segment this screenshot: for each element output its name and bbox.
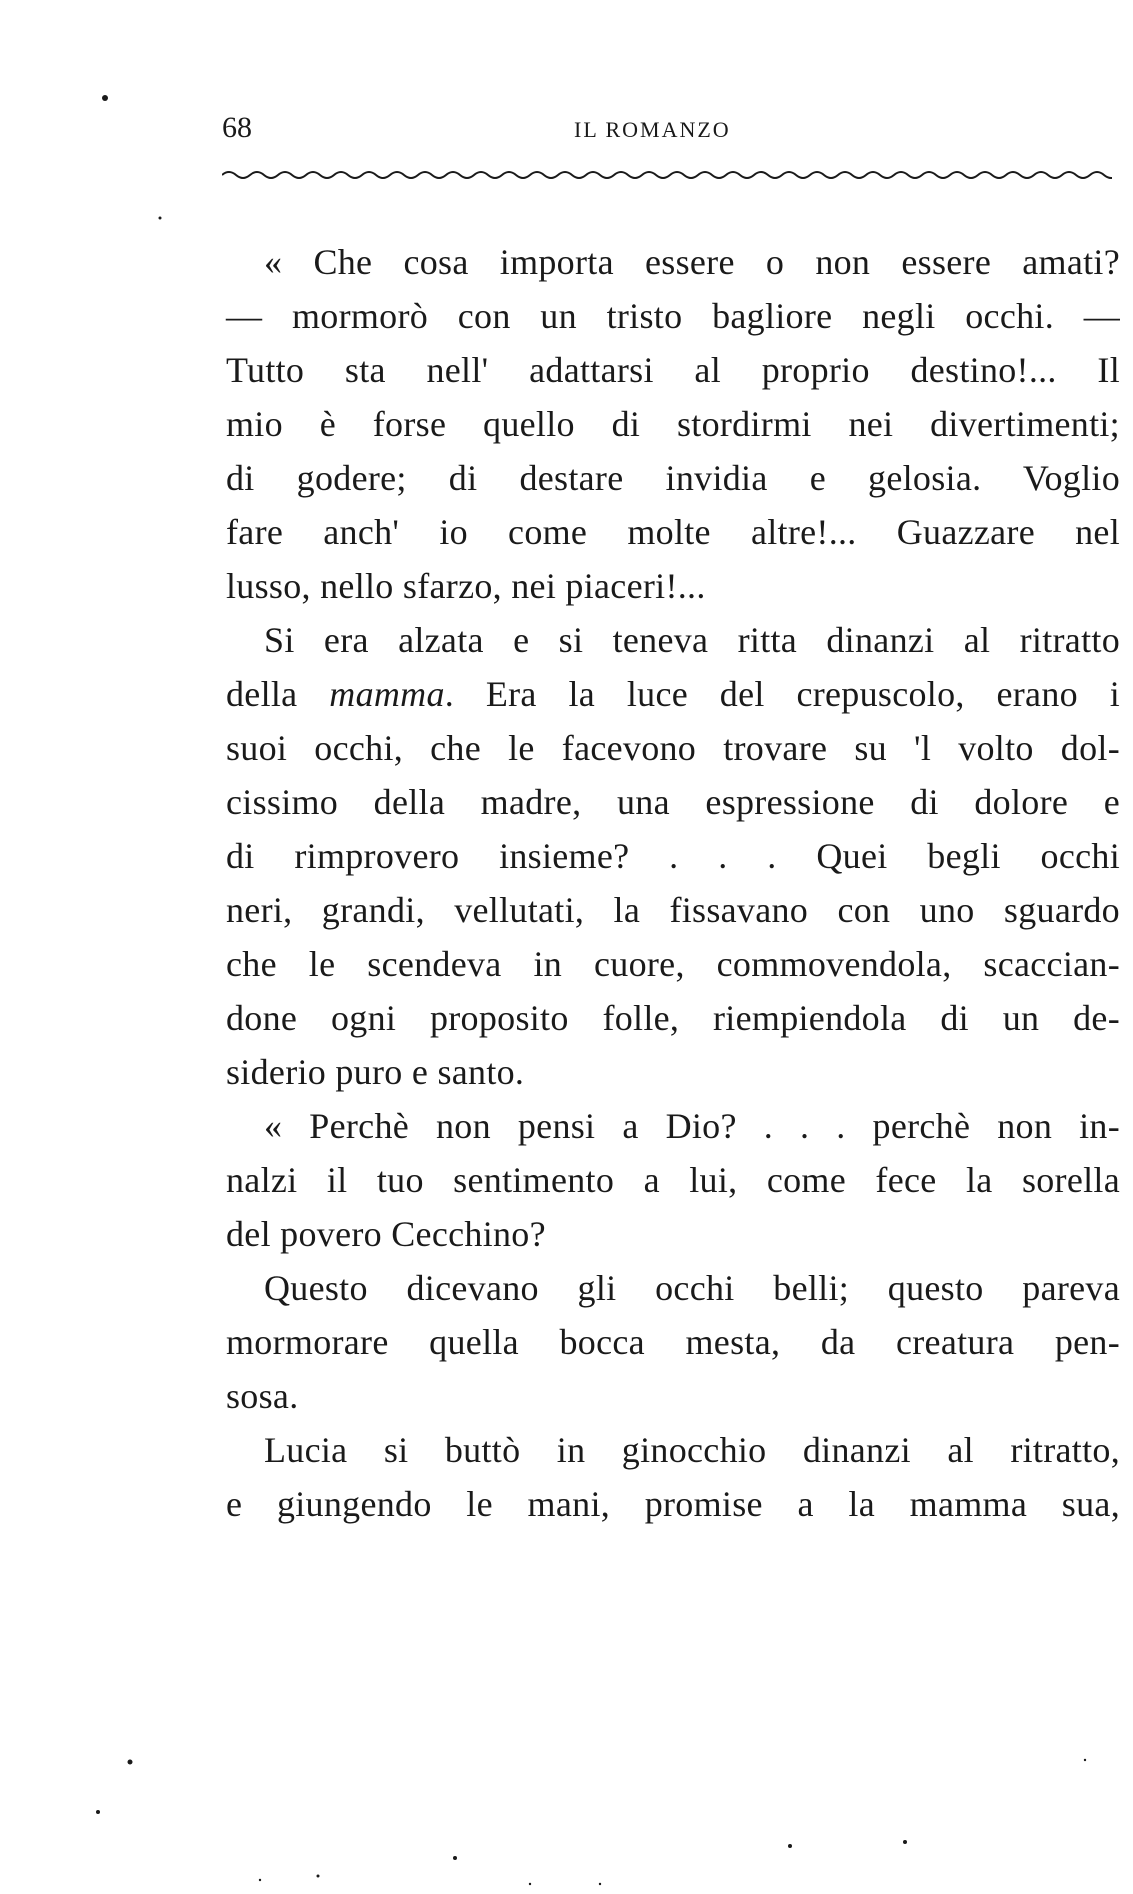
wavy-rule-ornament [222, 166, 1112, 184]
text-line: mio è forse quello di stordirmi nei divertimenti; [226, 404, 1120, 444]
text-span: della [226, 674, 298, 714]
italic-word: mamma [329, 674, 445, 714]
text-line: Questo dicevano gli occhi belli; questo pareva [264, 1268, 1120, 1308]
text-line: done ogni proposito folle, riempiendola di un de- [226, 998, 1120, 1038]
text-line: nalzi il tuo sentimento a lui, come fece la sorella [226, 1160, 1120, 1200]
paragraph-2 [226, 613, 1120, 1099]
text-line: e giungendo le mani, promise a la mamma sua, [226, 1484, 1120, 1524]
text-line: « Che cosa importa essere o non essere amati? [264, 242, 1120, 282]
text-line: fare anch' io come molte altre!... Guazzare nel [226, 512, 1120, 552]
text-line: cissimo della madre, una espressione di dolore e [226, 782, 1120, 822]
text-line: che le scendeva in cuore, commovendola, scaccian- [226, 944, 1120, 984]
text-line: « Perchè non pensi a Dio? . . . perchè non in- [264, 1106, 1120, 1146]
text-line-mixed [226, 667, 1120, 721]
paragraph-3 [226, 1099, 1120, 1261]
paragraph-1 [226, 235, 1120, 613]
text-line: suoi occhi, che le facevono trovare su 'l volto dol- [226, 728, 1120, 768]
text-span: . Era la luce del crepuscolo, erano i [444, 674, 1121, 714]
paragraph-5 [226, 1423, 1120, 1531]
page-header [222, 108, 1112, 148]
text-line: lusso, nello sfarzo, nei piaceri!... [226, 566, 706, 606]
text-line: neri, grandi, vellutati, la fissavano con uno sguardo [226, 890, 1120, 930]
running-title: IL ROMANZO [574, 117, 731, 142]
text-line: di godere; di destare invidia e gelosia. Voglio [226, 458, 1120, 498]
text-line: — mormorò con un tristo bagliore negli occhi. — [226, 296, 1120, 336]
text-line: del povero Cecchino? [226, 1214, 546, 1254]
text-line: di rimprovero insieme? . . . Quei begli occhi [226, 836, 1120, 876]
text-line: Lucia si buttò in ginocchio dinanzi al ritratto, [264, 1430, 1120, 1470]
text-line: siderio puro e santo. [226, 1052, 525, 1092]
paragraph-4 [226, 1261, 1120, 1423]
body-text [226, 235, 1120, 1531]
text-line: Tutto sta nell' adattarsi al proprio destino!... Il [226, 350, 1120, 390]
text-line: sosa. [226, 1376, 299, 1416]
text-line: Si era alzata e si teneva ritta dinanzi al ritratto [264, 620, 1120, 660]
text-line: mormorare quella bocca mesta, da creatura pen- [226, 1322, 1120, 1362]
page-number: 68 [222, 111, 252, 144]
